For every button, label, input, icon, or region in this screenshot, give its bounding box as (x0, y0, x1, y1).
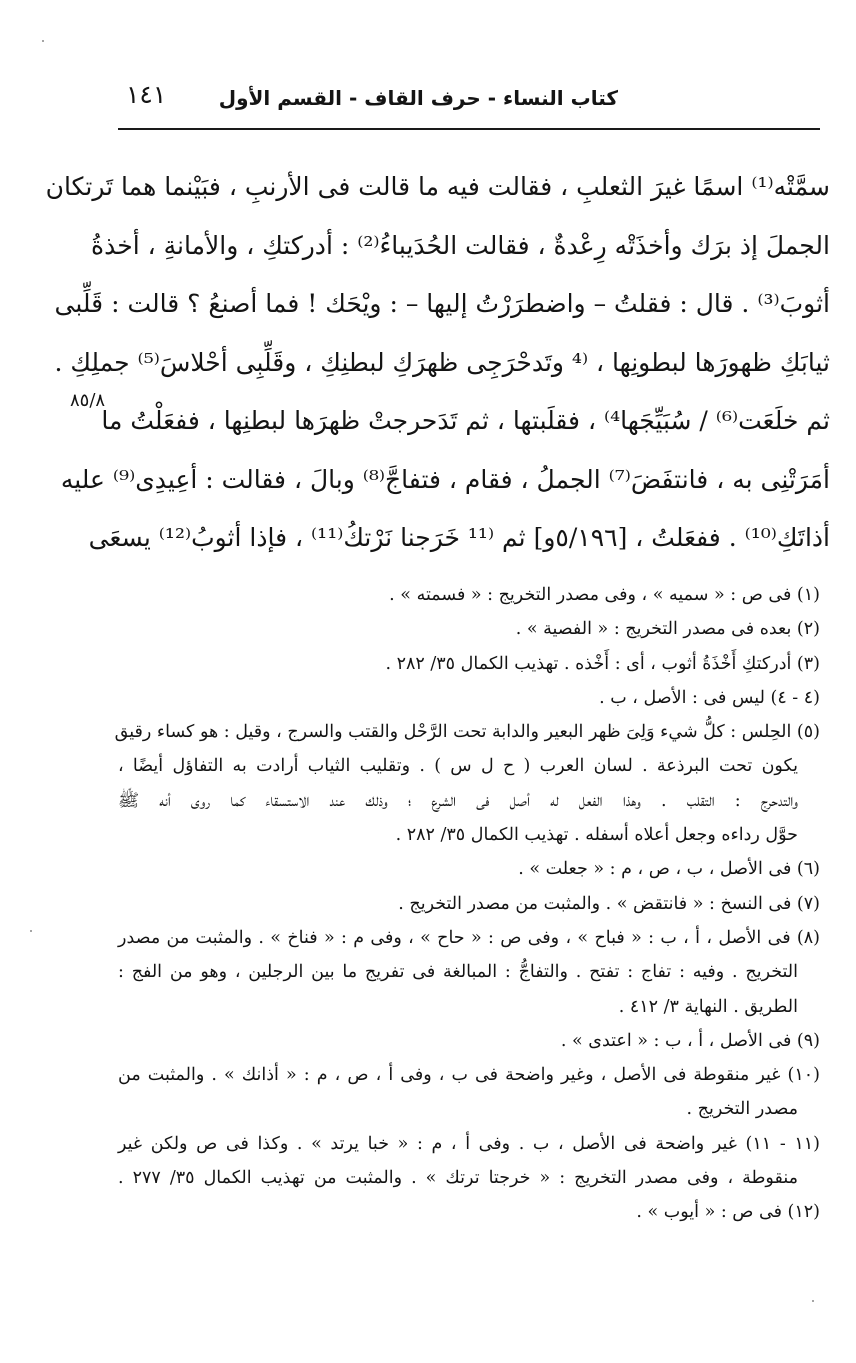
footnote-line: (٣) أدركتكِ أَخْذَةُ أثوب ، أى : أَخْذه . تهذيب الكمال ٣٥/ ٢٨٢ . (385, 653, 820, 674)
footnote-line: حوَّل رداءه وجعل أعلاه أسفله . تهذيب الكمال ٣٥/ ٢٨٢ . (395, 825, 798, 846)
footnote-line: (٦) فى الأصل ، ب ، ص ، م : « جعلت » . (518, 859, 820, 880)
footnote-line: (٨) فى الأصل ، أ ، ب : « فباح » ، وفى ص : « حاح » ، وفى م : « فناخ » . والمثبت من مصدر (118, 927, 820, 948)
text-line: أذاتَكِ⁽¹⁰⁾ . ففعَلتُ ، [٥/١٩٦و] ثم ⁽¹¹ خَرَجنا نَرْتكُ⁽¹¹⁾ ، فإذا أثوبُ⁽¹²⁾ يسعَى (88, 523, 830, 552)
text-line: أمَرَتْنِى به ، فانتفَضَ⁽⁷⁾ الجملُ ، فقام ، فتفاجَّ⁽⁸⁾ وبالَ ، فقالت : أعِيدِى⁽⁹⁾ عليه (60, 464, 830, 494)
scan-speck (812, 1300, 814, 1302)
page-header (118, 78, 820, 130)
footnote-line: التخريج . وفيه : تفاج : تفتح . والتفاجُّ : المبالغة فى تفريج ما بين الرجلين ، وهو من الفج : (118, 962, 798, 983)
running-title: كتاب النساء - حرف القاف - القسم الأول (218, 86, 618, 110)
margin-folio-reference: ٨٥/٨ (70, 390, 106, 411)
footnote-line: (٤ - ٤) ليس فى : الأصل ، ب . (599, 687, 820, 708)
footnote-line: (١٠) غير منقوطة فى الأصل ، وغير واضحة فى ب ، وفى أ ، ص ، م : « أذانك » . والمثبت من (118, 1065, 820, 1086)
scan-speck (42, 40, 44, 42)
text-line: ثم خلَعَت⁽⁶⁾ / سُبَيِّجَها⁴⁾ ، فقلَبتها ، ثم تَدَحرجتْ ظهرَها لبطنِها ، ففعَلْتُ ما (101, 406, 830, 435)
footnote-line: يكون تحت البرذعة . لسان العرب ( ح ل س ) . وتقليب الثياب أرادت به التفاؤل أيضًا ، (118, 756, 798, 777)
text-line: أثوبَ⁽³⁾ . قال : فقلتُ – واضطرَرْتُ إليها – : ويْحَك ! فما أصنعُ ؟ قالت : قَلِّبى (54, 289, 830, 318)
footnote-line: (١١ - ١١) غير واضحة فى الأصل ، ب . وفى أ ، م : « خبا يرتد » . وكذا فى ص ولكن غير (118, 1133, 820, 1154)
footnote-line: (٩) فى الأصل ، أ ، ب : « اعتدى » . (560, 1030, 820, 1051)
scan-speck (30, 930, 32, 932)
footnote-line: والتدحرج : التقلب . وهذا الفعل له أصل فى الشرع ؛ وذلك عند الاستسقاء كما روى أنه ﷺ (118, 790, 798, 811)
footnotes (114, 578, 820, 1230)
text-line: سمَّتْه⁽¹⁾ اسمًا غيرَ الثعلبِ ، فقالت فيه ما قالت فى الأرنبِ ، فبَيْنما هما تَرتكان (45, 172, 830, 201)
page-number: ١٤١ (126, 80, 167, 109)
footnote-line: (٥) الحِلس : كلُّ شيء وَلِىَ ظهر البعير والدابة تحت الرَّحْل والقتب والسرج ، وقيل : هو كساء رقيق (114, 722, 820, 743)
footnote-line: (١) فى ص : « سميه » ، وفى مصدر التخريج : « فسمته » . (389, 585, 820, 605)
text-line: ثيابَكِ ظهورَها لبطونِها ، ⁽⁴ وتَدحْرَجِى ظهرَكِ لبطنِكِ ، وقَلِّبِى أحْلاسَ⁽⁵⁾ جملِكِ . (54, 347, 830, 377)
footnote-line: منقوطة ، وفى مصدر التخريج : « خرجتا ترتك » . والمثبت من تهذيب الكمال ٣٥/ ٢٧٧ . (118, 1168, 798, 1189)
text-line: الجملَ إذ برَك وأخذَتْه رِعْدةٌ ، فقالت الحُدَيباءُ⁽²⁾ : أدركتكِ ، والأمانةِ ، أخذةُ (91, 230, 830, 260)
footnote-line: (٢) بعده فى مصدر التخريج : « الفصية » . (515, 619, 820, 640)
footnote-line: الطريق . النهاية ٣/ ٤١٢ . (618, 996, 798, 1017)
footnote-line: مصدر التخريج . (686, 1099, 798, 1120)
footnote-line: (٧) فى النسخ : « فانتقض » . والمثبت من مصدر التخريج . (398, 893, 820, 914)
footnote-line: (١٢) فى ص : « أيوب » . (636, 1202, 820, 1223)
